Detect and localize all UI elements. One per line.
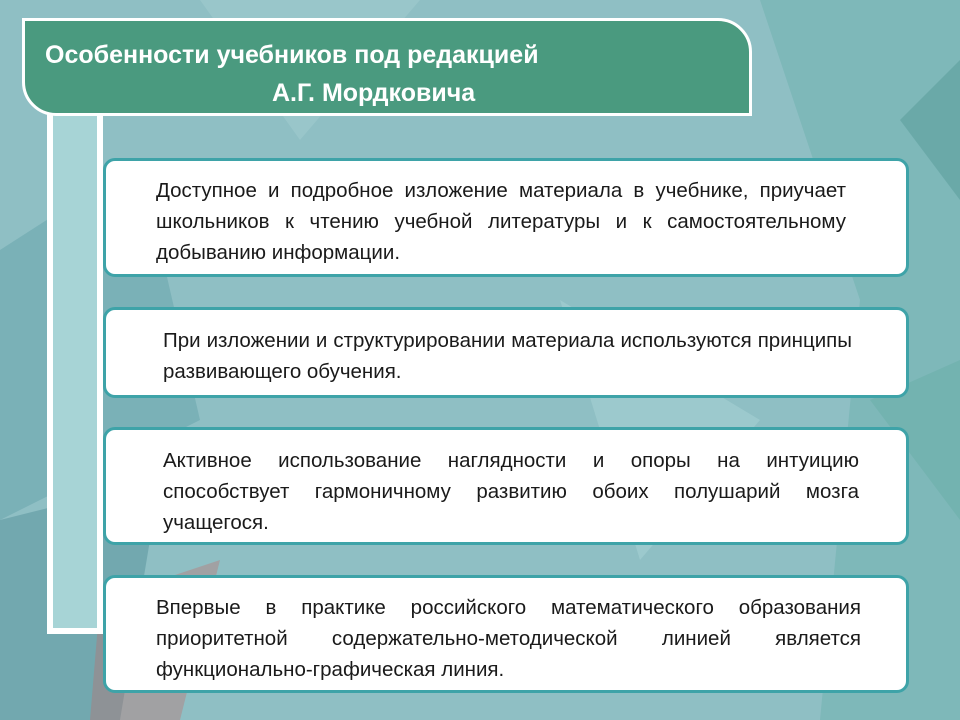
slide-title-line-1: Особенности учебников под редакцией	[45, 41, 539, 69]
connector-rail-fill	[53, 114, 97, 628]
feature-card-text: При изложении и структурировании материала используются принципы развивающего обучения.	[163, 329, 852, 383]
feature-card-1	[103, 158, 909, 277]
feature-card-text: Впервые в практике российского математического образования приоритетной содержательно-методической линией является функционально-графическая линия.	[156, 596, 861, 681]
feature-card-text: Активное использование наглядности и опоры на интуицию способствует гармоничному развитию обоих полушарий мозга учащегося.	[163, 449, 859, 534]
feature-card-3	[103, 427, 909, 545]
slide-title-line-2: А.Г. Мордковича	[272, 79, 476, 107]
slide-title-box	[22, 18, 752, 116]
feature-card-text: Доступное и подробное изложение материала в учебнике, приучает школьников к чтению учебной литературы и к самостоятельному добыванию информации.	[156, 179, 846, 264]
feature-card-4	[103, 575, 909, 693]
feature-card-2	[103, 307, 909, 398]
